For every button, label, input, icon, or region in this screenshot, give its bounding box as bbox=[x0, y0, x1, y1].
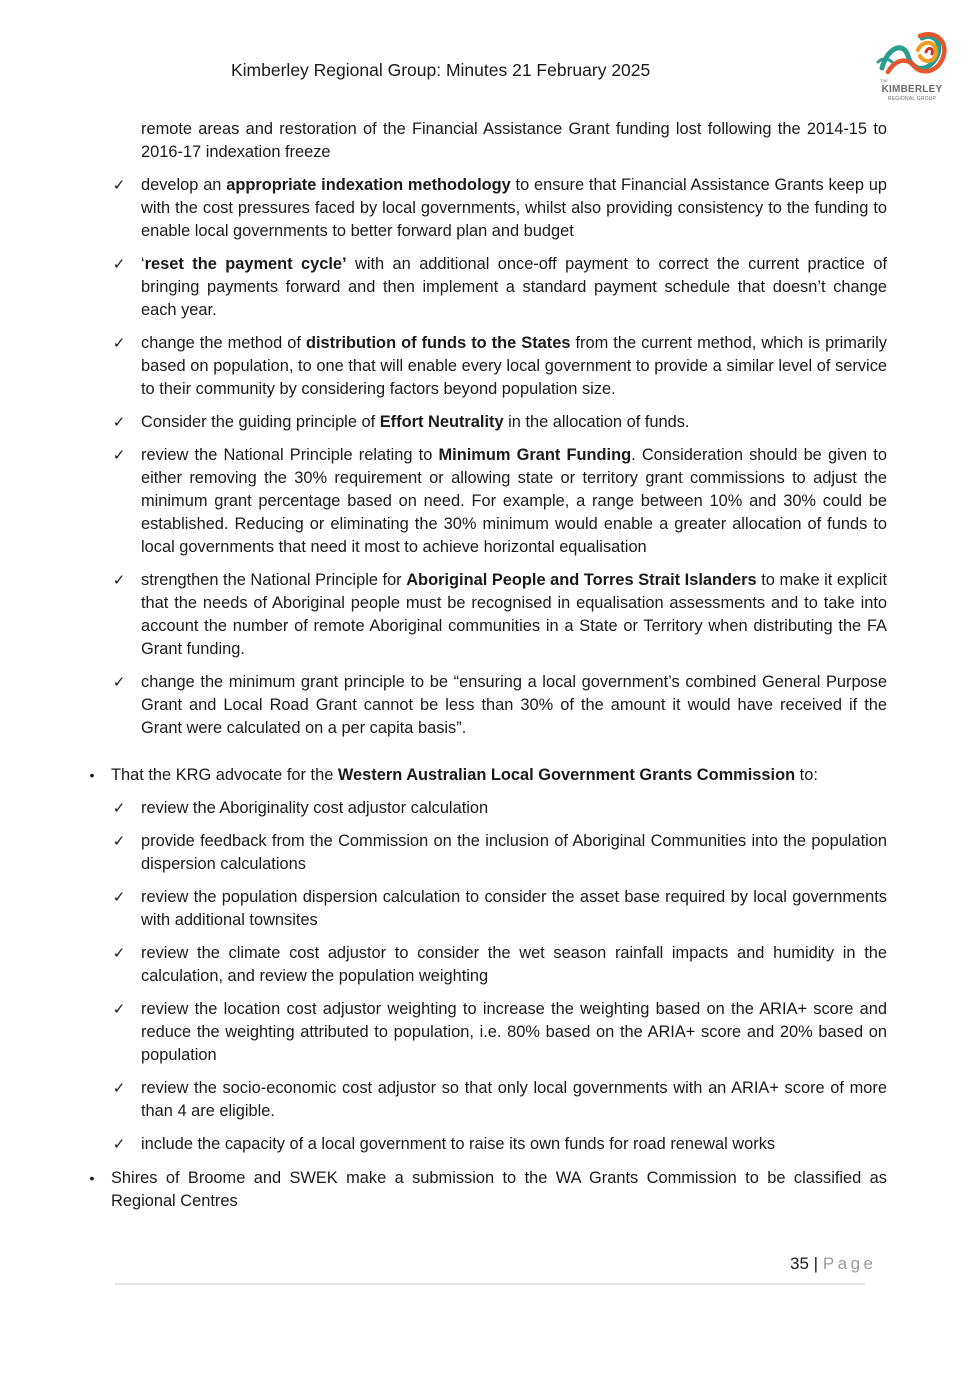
list-item: ✓ strengthen the National Principle for Aboriginal People and Torres Strait Islanders to make it explicit that the needs of Aboriginal people must be recognised in equalisation assessments and to take into account the number of remote Aboriginal communities in a State or Territory when distributing the FA Grant funding. bbox=[112, 571, 887, 658]
kimberley-swirl-icon bbox=[874, 28, 950, 80]
page-separator: | bbox=[813, 1254, 819, 1273]
bullet-icon: • bbox=[89, 1170, 95, 1186]
document-title: Kimberley Regional Group: Minutes 21 February 2025 bbox=[231, 60, 651, 80]
minutes-body bbox=[89, 118, 888, 1223]
check-icon: ✓ bbox=[112, 1000, 126, 1018]
check-icon: ✓ bbox=[112, 799, 126, 817]
list-item: ✓ ‘reset the payment cycle’ with an additional once-off payment to correct the current practice of bringing payments forward and then implement a standard payment schedule that doesn’t change each year. bbox=[112, 255, 887, 319]
footer-divider bbox=[115, 1283, 865, 1285]
check-icon: ✓ bbox=[112, 673, 126, 691]
list-item: ✓ review the population dispersion calculation to consider the asset base required by local governments with additional townsites bbox=[112, 888, 887, 929]
check-icon: ✓ bbox=[112, 1079, 126, 1097]
logo-subtitle: REGIONAL GROUP bbox=[887, 96, 937, 102]
list-item: ✓ provide feedback from the Commission on the inclusion of Aboriginal Communities into the population dispersion calculations bbox=[112, 832, 887, 873]
list-item: ✓ review the Aboriginality cost adjustor calculation bbox=[141, 797, 887, 820]
resolution-bullet-regional-centres: • Shires of Broome and SWEK make a submission to the WA Grants Commission to be classified as Regional Centres bbox=[111, 1167, 887, 1213]
continued-paragraph: remote areas and restoration of the Financial Assistance Grant funding lost following the 2014-15 to 2016-17 indexation freeze bbox=[141, 120, 887, 161]
page-number-value: 35 bbox=[790, 1254, 809, 1273]
page-number bbox=[790, 1254, 877, 1274]
logo-name: KIMBERLEY bbox=[881, 84, 943, 95]
federal-advocacy-list bbox=[112, 174, 888, 740]
check-icon: ✓ bbox=[112, 255, 126, 273]
check-icon: ✓ bbox=[112, 571, 126, 589]
wa-advocacy-list bbox=[112, 797, 887, 1156]
list-item: ✓ review the socio-economic cost adjustor so that only local governments with an ARIA+ score of more than 4 are eligible. bbox=[112, 1079, 887, 1120]
list-item: ✓ include the capacity of a local government to raise its own funds for road renewal works bbox=[141, 1133, 887, 1156]
list-item: ✓ change the minimum grant principle to be “ensuring a local government’s combined General Purpose Grant and Local Road Grant cannot be less than 30% of the amount it would have received if the Grant were calculated on a per capita basis”. bbox=[112, 673, 887, 737]
list-item: ✓ review the climate cost adjustor to consider the wet season rainfall impacts and humidity in the calculation, and review the population weighting bbox=[112, 944, 887, 985]
bullet-icon: • bbox=[89, 767, 95, 783]
list-item: ✓ Consider the guiding principle of Effort Neutrality in the allocation of funds. bbox=[141, 411, 887, 434]
check-icon: ✓ bbox=[112, 176, 126, 194]
list-item: ✓ review the National Principle relating to Minimum Grant Funding. Consideration should be given to either removing the 30% requirement or allowing state or territory grant commissions to adjust the minimum grant percentage based on need. For example, a range between 10% and 30% could be established. Reducing or eliminating the 30% minimum would enable a greater allocation of funds to local governments that need it most to achieve horizontal equalisation bbox=[112, 446, 887, 556]
check-icon: ✓ bbox=[112, 944, 126, 962]
check-icon: ✓ bbox=[112, 334, 126, 352]
check-icon: ✓ bbox=[112, 1135, 126, 1153]
list-item: ✓ review the location cost adjustor weighting to increase the weighting based on the ARIA+ score and reduce the weighting attributed to population, i.e. 80% based on the ARIA+ score and 20% based on population bbox=[112, 1000, 887, 1064]
kimberley-logo bbox=[874, 28, 950, 108]
check-icon: ✓ bbox=[112, 446, 126, 464]
check-icon: ✓ bbox=[112, 832, 126, 850]
check-icon: ✓ bbox=[112, 888, 126, 906]
list-item: ✓ develop an appropriate indexation methodology to ensure that Financial Assistance Grants keep up with the cost pressures faced by local governments, whilst also providing consistency to the funding to enable local governments to better forward plan and budget bbox=[112, 176, 888, 240]
page-label: Page bbox=[822, 1254, 877, 1273]
list-item: ✓ change the method of distribution of funds to the States from the current method, which is primarily based on population, to one that will enable every local government to provide a similar level of service to their community by considering factors beyond population size. bbox=[112, 334, 888, 398]
logo-small-text: THE bbox=[880, 78, 888, 83]
check-icon: ✓ bbox=[112, 413, 126, 431]
resolution-bullet-wa: • That the KRG advocate for the Western Australian Local Government Grants Commission to: bbox=[111, 764, 887, 787]
